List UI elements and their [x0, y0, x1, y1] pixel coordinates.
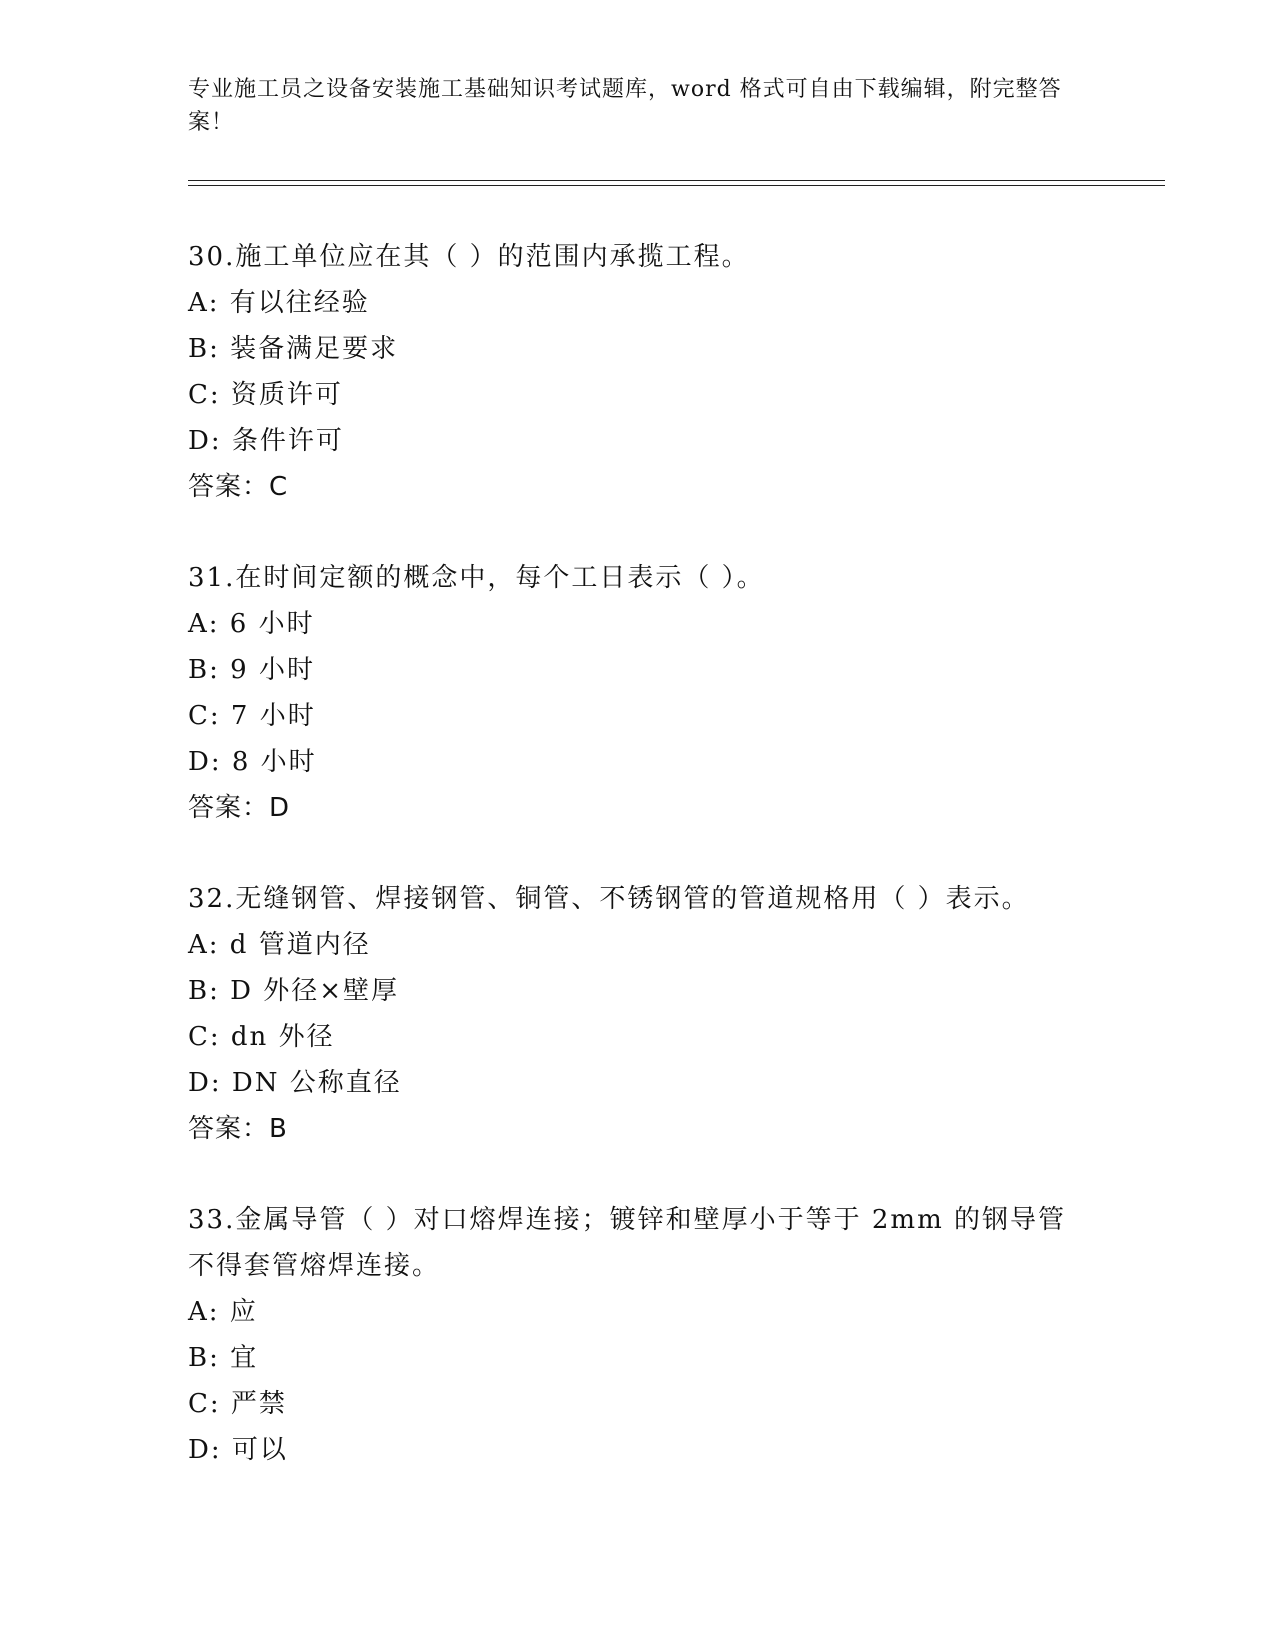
option-b: B: 宜 [188, 1343, 259, 1373]
option-a: A: 应 [188, 1297, 258, 1327]
question-list [188, 234, 1088, 1518]
question-stem: 30.施工单位应在其（ ）的范围内承揽工程。 [188, 242, 750, 272]
option-c: C: 7 小时 [188, 701, 316, 731]
header-rule-bottom [188, 185, 1165, 186]
question-stem: 31.在时间定额的概念中，每个工日表示（ ）。 [188, 563, 765, 593]
option-a: A: 6 小时 [188, 609, 315, 639]
question-33 [188, 1197, 1088, 1473]
question-30 [188, 234, 1088, 510]
question-32 [188, 876, 1088, 1152]
option-d: D: 可以 [188, 1435, 288, 1465]
option-c: C: 资质许可 [188, 380, 343, 410]
answer: 答案：B [188, 1114, 288, 1144]
option-b: B: 装备满足要求 [188, 334, 399, 364]
option-c: C: dn 外径 [188, 1022, 335, 1052]
option-b: B: D 外径×壁厚 [188, 976, 400, 1006]
question-31 [188, 555, 1088, 831]
option-a: A: 有以往经验 [188, 288, 370, 318]
option-a: A: d 管道内径 [188, 930, 371, 960]
answer: 答案：D [188, 793, 291, 823]
option-d: D: 8 小时 [188, 747, 317, 777]
option-d: D: DN 公称直径 [188, 1068, 402, 1098]
question-stem: 33.金属导管（ ）对口熔焊连接；镀锌和壁厚小于等于 2mm 的钢导管不得套管熔焊连接。 [188, 1205, 1066, 1281]
option-c: C: 严禁 [188, 1389, 287, 1419]
option-b: B: 9 小时 [188, 655, 315, 685]
header-rule-top [188, 180, 1165, 181]
option-d: D: 条件许可 [188, 426, 344, 456]
question-stem: 32.无缝钢管、焊接钢管、铜管、不锈钢管的管道规格用（ ）表示。 [188, 884, 1030, 914]
answer: 答案：C [188, 472, 289, 502]
document-header: 专业施工员之设备安装施工基础知识考试题库，word 格式可自由下载编辑，附完整答案！ [188, 77, 1062, 135]
